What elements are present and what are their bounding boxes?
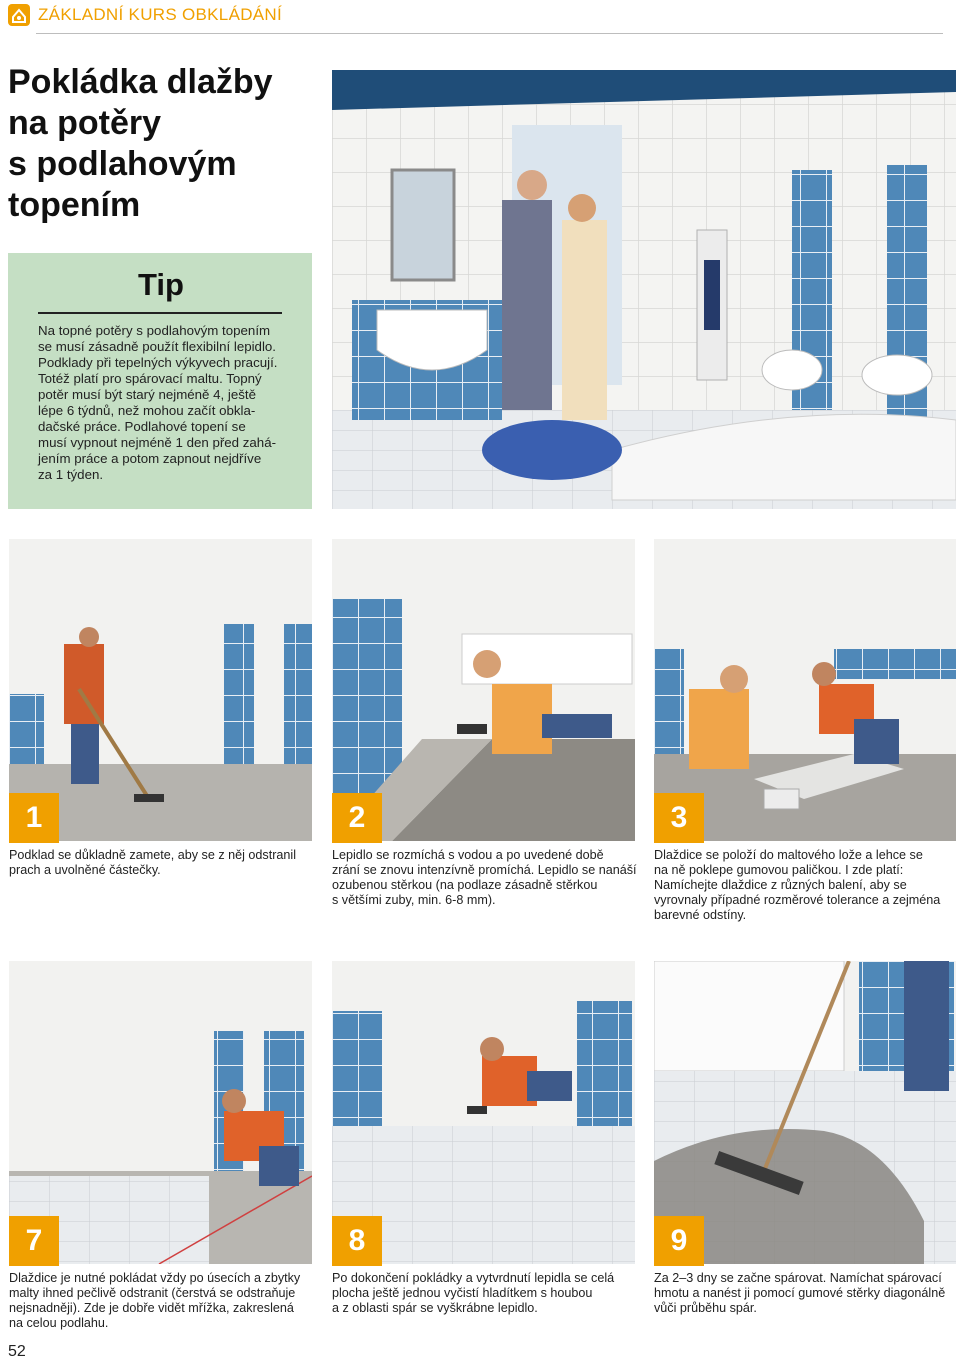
caption-line: Po dokončení pokládky a vytvrdnutí lepidla se celá bbox=[332, 1271, 615, 1285]
caption-line: Namíchejte dlaždice z různých balení, aby se bbox=[654, 878, 907, 892]
step-number-badge: 3 bbox=[654, 793, 704, 843]
caption-line: barevné odstíny. bbox=[654, 908, 747, 922]
tip-box bbox=[8, 253, 312, 509]
page-number: 52 bbox=[8, 1343, 26, 1360]
step-number-badge: 9 bbox=[654, 1216, 704, 1266]
caption-line: plocha ještě jednou vyčistí hladítkem s houbou bbox=[332, 1286, 593, 1300]
step-8-caption bbox=[332, 1271, 635, 1316]
caption-line: Dlaždice je nutné pokládat vždy po úsecích a zbytky bbox=[9, 1271, 301, 1285]
caption-line: zrání se znovu intenzívně promíchá. Lepidlo se nanáší bbox=[332, 863, 637, 877]
page-title-line: s podlahovým bbox=[8, 145, 237, 183]
caption-line: ozubenou stěrkou (na podlaze zásadně stěrkou bbox=[332, 878, 598, 892]
caption-line: hmotu a nanést ji pomocí gumové stěrky diagonálně bbox=[654, 1286, 946, 1300]
tip-line: se musí zásadně použít flexibilní lepidlo. bbox=[38, 339, 277, 354]
tip-line: za 1 týden. bbox=[38, 467, 104, 482]
page-title-line: na potěry bbox=[8, 104, 162, 142]
house-logo-icon bbox=[8, 4, 30, 26]
step-number-badge: 2 bbox=[332, 793, 382, 843]
caption-line: na ně poklepe gumovou paličkou. I zde platí: bbox=[654, 863, 904, 877]
step-1-caption bbox=[9, 848, 312, 878]
caption-line: na celou podlahu. bbox=[9, 1316, 109, 1330]
tip-line: lépe 6 týdnů, než mohou začít obkla- bbox=[38, 403, 256, 418]
tip-line: Totéž platí pro spárovací maltu. Topný bbox=[38, 371, 262, 386]
section-title: ZÁKLADNÍ KURS OBKLÁDÁNÍ bbox=[38, 5, 283, 24]
header-divider bbox=[36, 33, 943, 34]
caption-line: malty ihned pečlivě odstranit (čerstvá se odstraňuje bbox=[9, 1286, 296, 1300]
tip-line: jením práce a potom zapnout nejdříve bbox=[38, 451, 262, 466]
caption-line: nejsnadněji). Zde je dobře vidět mřížka, zakreslená bbox=[9, 1301, 294, 1315]
tip-line: potěr musí být starý nejméně 4, ještě bbox=[38, 387, 257, 402]
caption-line: Dlaždice se položí do maltového lože a lehce se bbox=[654, 848, 923, 862]
step-7-caption bbox=[9, 1271, 312, 1331]
caption-line: Lepidlo se rozmíchá s vodou a po uvedené době bbox=[332, 848, 604, 862]
caption-line: Za 2–3 dny se začne spárovat. Namíchat spárovací bbox=[654, 1271, 942, 1285]
tip-line: dačské práce. Podlahové topení se bbox=[38, 419, 246, 434]
step-3-caption bbox=[654, 848, 956, 923]
page-title bbox=[8, 62, 318, 226]
page-title-line: Pokládka dlažby bbox=[8, 63, 273, 101]
caption-line: s většími zuby, min. 6-8 mm). bbox=[332, 893, 496, 907]
caption-line: vyrovnaly případné rozměrové tolerance a zejména bbox=[654, 893, 941, 907]
step-number-badge: 1 bbox=[9, 793, 59, 843]
tip-divider bbox=[38, 312, 282, 314]
caption-line: a z oblasti spár se vyškrábne lepidlo. bbox=[332, 1301, 538, 1315]
tip-line: Na topné potěry s podlahovým topením bbox=[38, 323, 271, 338]
tip-line: musí vypnout nejméně 1 den před zahá- bbox=[38, 435, 277, 450]
step-number-badge: 8 bbox=[332, 1216, 382, 1266]
bathroom-hero-photo bbox=[332, 70, 956, 509]
caption-line: prach a uvolněné částečky. bbox=[9, 863, 161, 877]
tip-text bbox=[38, 323, 300, 483]
caption-line: Podklad se důkladně zamete, aby se z něj odstranil bbox=[9, 848, 297, 862]
tip-heading: Tip bbox=[138, 267, 184, 302]
step-2-caption bbox=[332, 848, 635, 908]
step-9-caption bbox=[654, 1271, 956, 1316]
page-title-line: topením bbox=[8, 186, 141, 224]
tip-line: Podklady při tepelných výkyvech pracují. bbox=[38, 355, 278, 370]
caption-line: vůči průběhu spár. bbox=[654, 1301, 757, 1315]
step-number-badge: 7 bbox=[9, 1216, 59, 1266]
